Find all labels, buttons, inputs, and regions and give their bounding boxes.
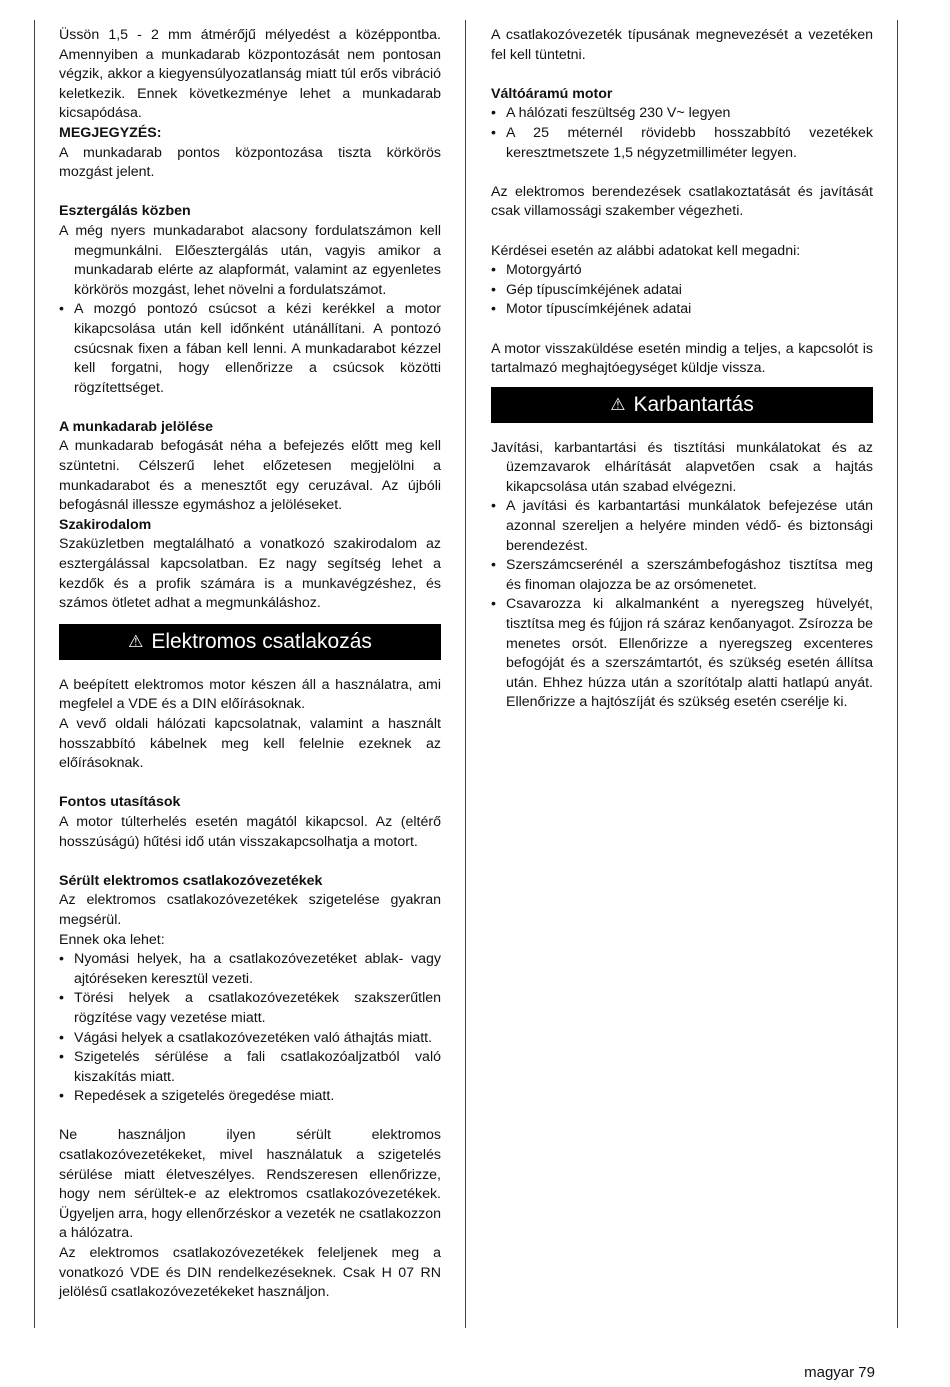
literature-heading: Szakirodalom xyxy=(59,516,152,533)
important-heading: Fontos utasítások xyxy=(59,794,181,811)
electrician-paragraph: Az elektromos berendezések csatlakoztatását és javítását csak villamossági szakember végezheti. xyxy=(491,183,873,220)
list-item: • Csavarozza ki alkalmanként a nyeregszeg hüvelyét, tisztítsa meg és fújjon rá száraz kenőanyagot. Zsírozza be menetes orsót. Ellenőrizze a nyeregszeg excenteres befogóját és a szerszámtartót, és szükség esetén állítsa után. Ehhez húzza után a szorítótalp alatti hatlapú anyát. Ellenőrizze a hajtószíját és szükség esetén cserélje ki. xyxy=(491,596,873,711)
list-item: • Szigetelés sérülése a fali csatlakozóaljzatból való kiszakítás miatt. xyxy=(59,1049,441,1085)
questions-intro: Kérdései esetén az alábbi adatokat kell megadni: xyxy=(491,242,801,259)
note-heading: MEGJEGYZÉS: xyxy=(59,124,162,141)
damaged-paragraph-2: Ennek oka lehet: xyxy=(59,931,165,948)
ac-motor-heading: Váltóáramú motor xyxy=(491,85,613,102)
marking-text: A munkadarab befogását néha a befejezés előtt meg kell szüntetni. Célszerű lehet előzetesen megjelölni a munkadarabot és a menesztőt egy ceruzával. Az újbóli befogásnál illessze egymáshoz a jelöléseket. xyxy=(59,438,441,514)
return-paragraph: A motor visszaküldése esetén mindig a teljes, a kapcsolót is tartalmazó meghajtóegységet küldje vissza. xyxy=(491,340,873,377)
right-column xyxy=(491,26,873,713)
list-item: • Törési helyek a csatlakozóvezetékek szakszerűtlen rögzítése vagy vezetése miatt. xyxy=(59,990,441,1026)
right-margin-rule xyxy=(897,20,898,1328)
turning-paragraph-1: A még nyers munkadarabot alacsony fordulatszámon kell megmunkálni. Előesztergálás után, vagyis amikor a munkadarab elérte az alapformát, valamint az egyenletes körkörös mozgást, lehet növelni a fordulatszámot. xyxy=(59,222,441,298)
electrical-paragraph-1: A beépített elektromos motor készen áll a használatra, ami megfelel a VDE és a DIN előírásoknak. xyxy=(59,676,441,713)
banner-title: Karbantartás xyxy=(633,392,754,416)
list-item: • Vágási helyek a csatlakozóvezetéken való áthajtás miatt. xyxy=(59,1029,433,1046)
damaged-paragraph-1: Az elektromos csatlakozóvezetékek szigetelése gyakran megsérül. xyxy=(59,892,441,928)
centering-paragraph: Üssön 1,5 - 2 mm átmérőjű mélyedést a középpontba. Amennyiben a munkadarab központozását nem pontosan végzik, akkor a kiegyensúlyozatlanság miatt túl erős vibráció keletkezik. Ennek következménye lehet a munkadarab kicsapódása. xyxy=(59,27,441,122)
left-margin-rule xyxy=(34,20,35,1328)
damaged-cables-heading: Sérült elektromos csatlakozóvezetékek xyxy=(59,872,323,889)
damaged-paragraph-4: Az elektromos csatlakozóvezetékek feleljenek meg a vonatkozó VDE és DIN rendelkezéseknek. Csak H 07 RN jelölésű csatlakozóvezetékeket használjon. xyxy=(59,1245,441,1301)
note-text: A munkadarab pontos központozása tiszta körkörös mozgást jelent. xyxy=(59,144,441,181)
ac-motor-list xyxy=(491,104,873,163)
electrical-paragraph-2: A vevő oldali hálózati kapcsolatnak, valamint a használt hosszabbító kábelnek meg kell felelnie ezeknek az előírásoknak. xyxy=(59,716,441,772)
cable-type-paragraph: A csatlakozóvezeték típusának megnevezését a vezetéken fel kell tüntetni. xyxy=(491,27,873,63)
list-item: • Motor típuscímkéjének adatai xyxy=(491,301,692,318)
list-item: • A hálózati feszültség 230 V~ legyen xyxy=(491,105,731,122)
list-item: • Nyomási helyek, ha a csatlakozóvezetéket ablak- vagy ajtóréseken keresztül vezeti. xyxy=(59,951,441,987)
column-divider-rule xyxy=(465,20,466,1328)
literature-text: Szaküzletben megtalálható a vonatkozó szakirodalom az esztergálással kapcsolatban. Ez nagy segítség lehet a kezdők és a profik számára is a munkavégzéshez, és számos ötletet adhat a megmunkáláshoz. xyxy=(59,536,441,612)
damage-causes-list xyxy=(59,950,441,1107)
list-item: • A javítási és karbantartási munkálatok befejezése után azonnal szereljen a helyére minden védő- és biztonsági berendezést. xyxy=(491,498,873,554)
list-item: • Repedések a szigetelés öregedése miatt. xyxy=(59,1088,335,1105)
list-item: • Gép típuscímkéjének adatai xyxy=(491,281,682,298)
maintenance-list xyxy=(491,497,873,713)
turning-paragraph-2: • A mozgó pontozó csúcsot a kézi kerékkel a motor kikapcsolása után kell időnként utánállítani. A pontozó csúcsnak fixen a fában kell lenni. A munkadarabot kézzel kell forgatni, hogy ellenőrizze a csúcsok közötti rögzítettséget. xyxy=(59,301,441,396)
warning-triangle-icon: ⚠ xyxy=(128,632,144,652)
list-item: • Szerszámcserénél a szerszámbefogáshoz tisztítsa meg és finoman olajozza be az orsómenetet. xyxy=(491,557,873,593)
maintenance-banner xyxy=(491,387,873,423)
electrical-connection-banner xyxy=(59,624,441,660)
important-text: A motor túlterhelés esetén magától kikapcsol. Az (eltérő hosszúságú) hűtési idő után visszakapcsolhatja a motort. xyxy=(59,813,441,850)
damaged-paragraph-3: Ne használjon ilyen sérült elektromos csatlakozóvezetékeket, mivel használatuk a szigetelés sérülése miatt életveszélyes. Rendszeresen ellenőrizze, hogy nem sérültek-e az elektromos csatlakozóvezetékek. Ügyeljen arra, hogy ellenőrzéskor a vezeték ne csatlakozzon a hálózatra. xyxy=(59,1127,441,1242)
turning-heading: Esztergálás közben xyxy=(59,203,191,220)
list-item: • A 25 méternél rövidebb hosszabbító vezetékek keresztmetszete 1,5 négyzetmilliméter legyen. xyxy=(491,124,873,161)
maintenance-paragraph: Javítási, karbantartási és tisztítási munkálatokat és az üzemzavarok elhárítását alapvetően csak a hajtás kikapcsolása után szabad elvégezni. xyxy=(491,439,873,495)
questions-list xyxy=(491,261,873,320)
banner-title: Elektromos csatlakozás xyxy=(151,630,372,654)
warning-triangle-icon: ⚠ xyxy=(610,394,626,414)
marking-heading: A munkadarab jelölése xyxy=(59,418,214,435)
left-column xyxy=(59,26,441,1303)
list-item: • Motorgyártó xyxy=(491,262,582,279)
page-number-footer: magyar 79 xyxy=(804,1364,875,1381)
